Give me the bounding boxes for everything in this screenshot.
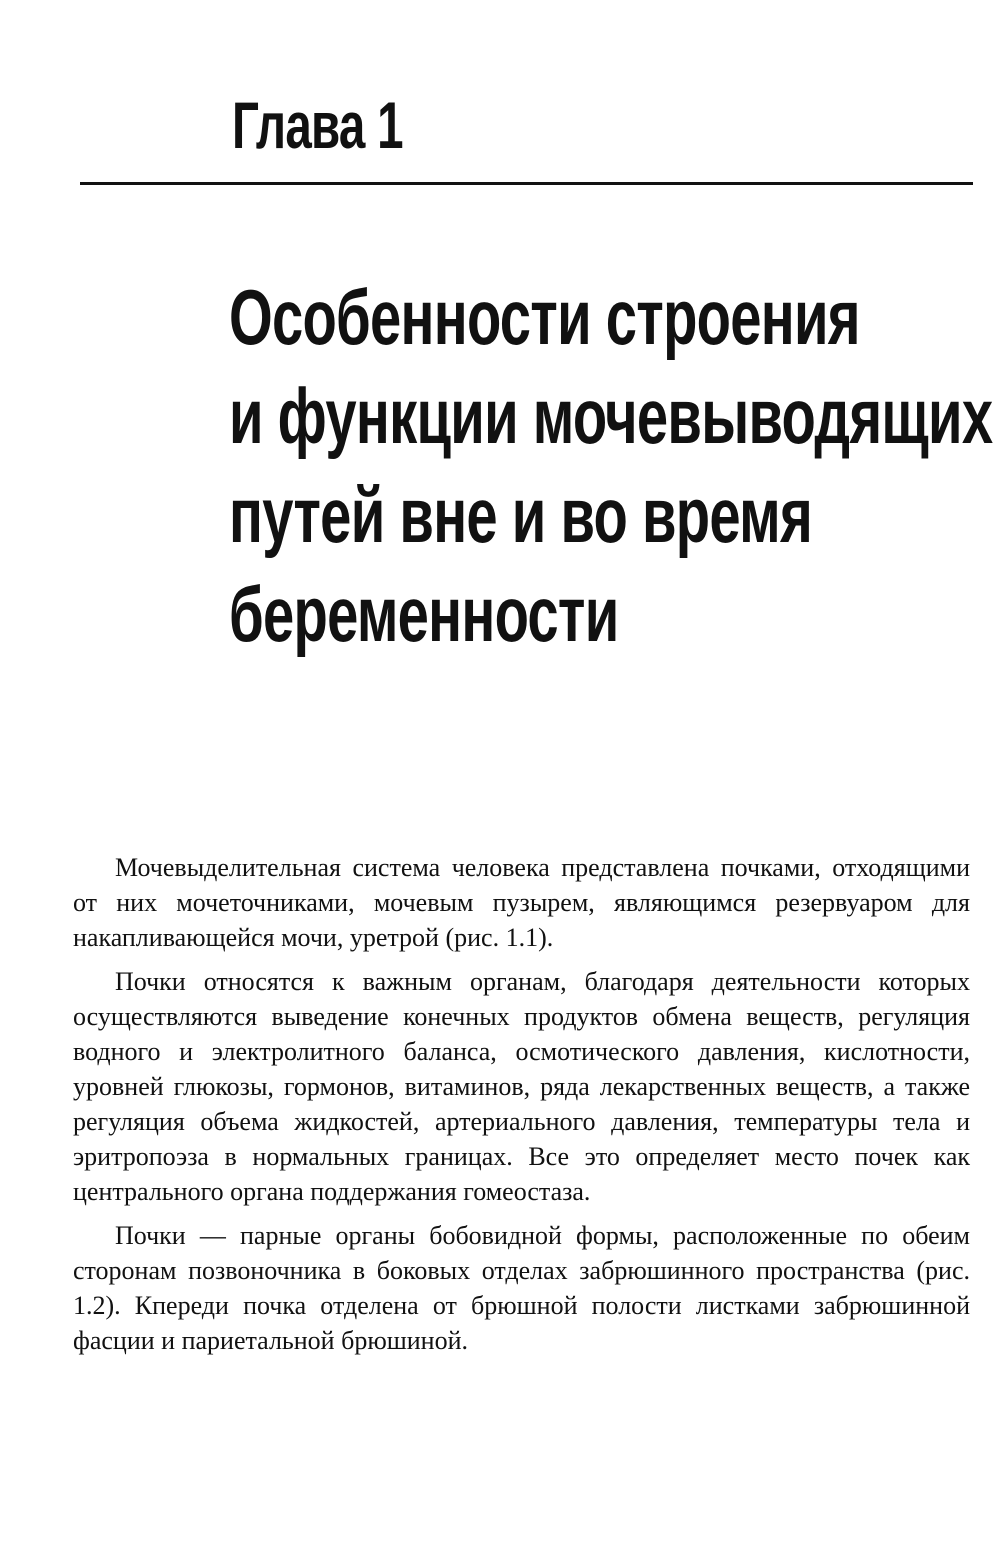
chapter-title-line: путей вне и во время xyxy=(229,471,813,559)
chapter-title-line: Особенности строения xyxy=(229,273,860,361)
chapter-title-line: беременности xyxy=(229,570,619,658)
paragraph: Почки относятся к важным органам, благодаря деятельности которых осуществляются выведение конечных продуктов обмена веществ, регуляция водного и электролитного баланса, осмотического давления, кислотности, уровней глюкозы, гормонов, витаминов, ряда лекарственных веществ, а также регуляция объема жидкостей, артериального давления, температуры тела и эритропоэза в нормальных границах. Все это определяет место почек как центрального органа поддержания гомеостаза. xyxy=(73,967,970,1206)
chapter-title xyxy=(229,268,993,664)
chapter-number: Глава 1 xyxy=(232,88,403,162)
chapter-divider xyxy=(80,182,973,185)
body-text xyxy=(73,850,970,1367)
paragraph: Мочевыделительная система человека представлена почками, отходящими от них мочеточниками, мочевым пузырем, являющимся резервуаром для накапливающейся мочи, уретрой (рис. 1.1). xyxy=(73,853,970,952)
paragraph: Почки — парные органы бобовидной формы, расположенные по обеим сторонам позвоночника в боковых отделах забрюшинного пространства (рис. 1.2). Кпереди почка отделена от брюшной полости листками забрюшинной фасции и париетальной брюшиной. xyxy=(73,1221,970,1355)
chapter-title-line: и функции мочевыводящих xyxy=(229,372,993,460)
